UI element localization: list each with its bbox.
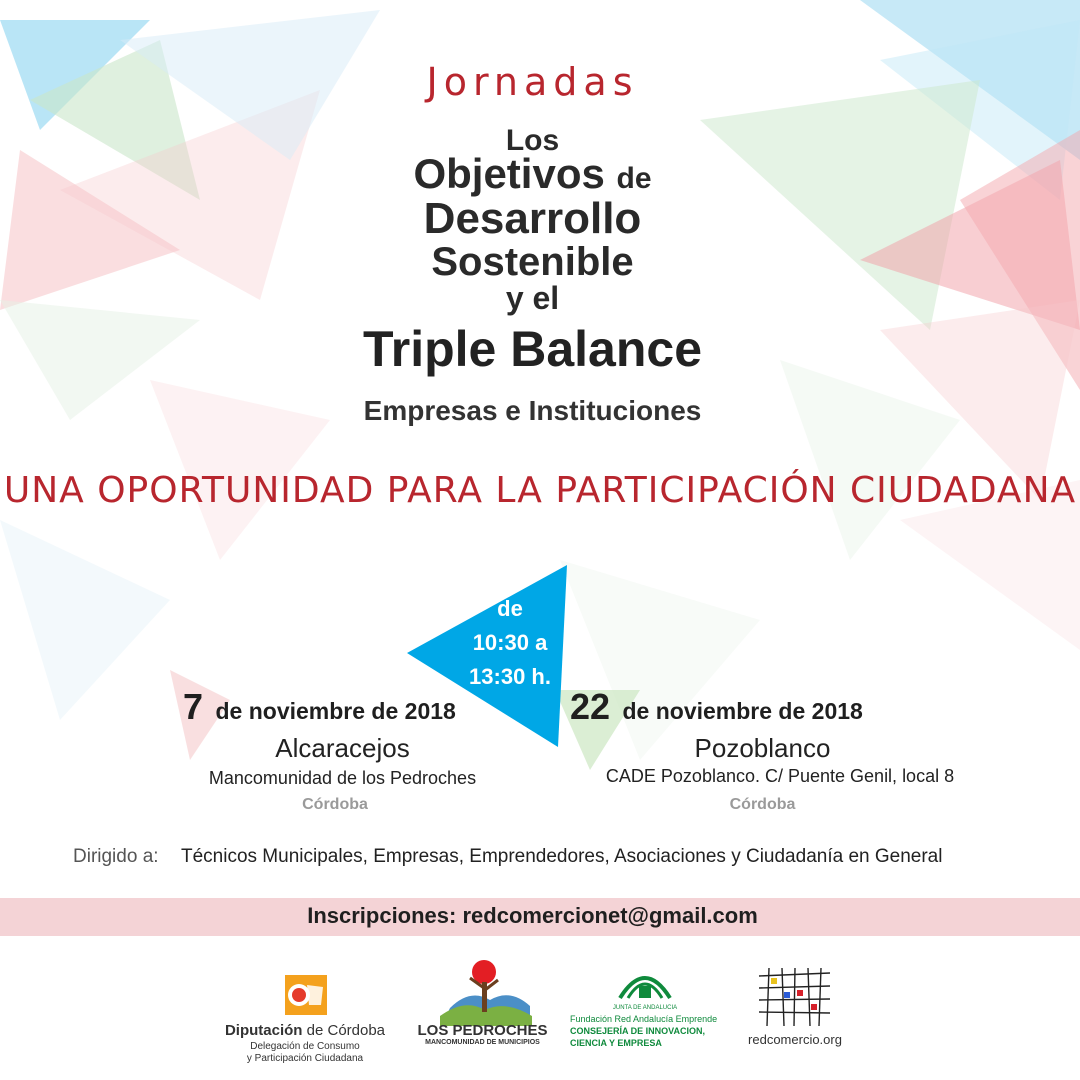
registration-text[interactable]: Inscripciones: redcomercionet@gmail.com	[307, 903, 758, 928]
diputacion-line-3: y Participación Ciudadana	[246, 1053, 364, 1064]
title-line-2	[0, 150, 1065, 198]
event-1-town: Alcaracejos	[275, 733, 410, 763]
event-2-day: 22	[570, 686, 611, 727]
diputacion-line-2: Delegación de Consumo	[250, 1041, 360, 1052]
diputacion-name-rest: de Córdoba	[302, 1022, 386, 1039]
pedroches-sub: MANCOMUNIDAD DE MUNICIPIOS	[425, 1039, 540, 1046]
event-2-town: Pozoblanco	[694, 733, 831, 763]
event-1-day: 7	[183, 686, 204, 727]
diputacion-name	[215, 1022, 395, 1039]
title-line-4: Sostenible	[431, 240, 634, 284]
junta-line-2: CONSEJERÍA DE INNOVACION,	[570, 1026, 706, 1036]
junta-line-3: CIENCIA Y EMPRESA	[570, 1038, 662, 1048]
pedroches-name: LOS PEDROCHES	[417, 1022, 548, 1039]
event-2-date-text: de noviembre de 2018	[622, 698, 863, 724]
title-line-2-main: Objetivos	[413, 150, 605, 197]
junta-logo-icon	[615, 968, 675, 1006]
event-1-venue: Mancomunidad de los Pedroches	[208, 768, 477, 788]
redcomercio-grid-icon	[757, 968, 832, 1028]
title-line-6: Triple Balance	[362, 321, 703, 377]
audience-label: Dirigido a:	[73, 846, 159, 867]
subtitle: Empresas e Instituciones	[363, 395, 702, 426]
title-line-5: y el	[505, 280, 560, 316]
title-line-1: Los	[505, 124, 560, 157]
diputacion-name-bold: Diputación	[224, 1022, 303, 1039]
event-2-venue: CADE Pozoblanco. C/ Puente Genil, local 8	[605, 766, 955, 786]
event-1-date-text: de noviembre de 2018	[215, 698, 456, 724]
diputacion-logo-icon	[285, 975, 327, 1015]
pedroches-logo-icon	[440, 958, 535, 1028]
junta-top: JUNTA DE ANDALUCIA	[612, 1005, 678, 1011]
tagline: UNA OPORTUNIDAD PARA LA PARTICIPACIÓN CIUDADANA	[3, 470, 1077, 511]
redcomercio-name[interactable]: redcomercio.org	[748, 1032, 842, 1047]
schedule-line-1: de	[497, 596, 523, 621]
audience-value: Técnicos Municipales, Empresas, Emprendedores, Asociaciones y Ciudadanía en General	[181, 846, 943, 867]
title-line-3: Desarrollo	[423, 194, 642, 243]
title-line-2-small: de	[616, 162, 652, 195]
schedule-line-3: 13:30 h.	[469, 664, 551, 689]
schedule-line-2: 10:30 a	[472, 630, 548, 655]
junta-line-1: Fundación Red Andalucía Emprende	[570, 1014, 718, 1024]
event-1-province: Córdoba	[302, 796, 368, 813]
event-type-heading: Jornadas	[426, 60, 639, 104]
event-1-date	[183, 686, 456, 728]
event-2-date	[570, 686, 863, 728]
event-2-province: Córdoba	[729, 796, 796, 813]
